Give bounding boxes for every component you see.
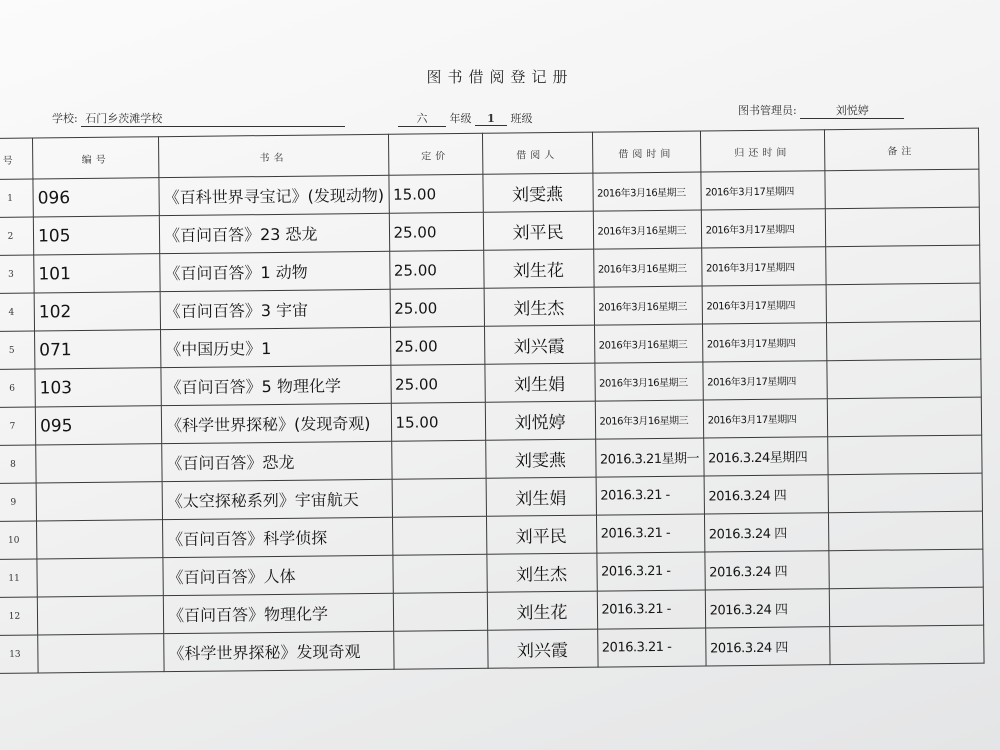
note-cell [825, 169, 979, 209]
row-number: 3 [0, 255, 34, 293]
borrow-date: 2016年3月16星期三 [594, 324, 703, 363]
class-label: 班级 [510, 112, 533, 125]
row-number: 4 [0, 293, 35, 331]
row-number: 5 [0, 331, 35, 369]
borrower-name: 刘兴霞 [487, 629, 597, 668]
book-title: 《百问百答》23 恐龙 [159, 213, 389, 253]
grade-label: 年级 [449, 112, 472, 125]
grade-value: 六 [398, 110, 446, 127]
book-title: 《百问百答》1 动物 [160, 251, 390, 291]
return-date: 2016.3.24 四 [705, 551, 829, 590]
book-price [393, 630, 487, 669]
note-cell [828, 473, 982, 513]
borrow-date: 2016.3.21 - [596, 552, 705, 591]
class-value: 1 [475, 112, 507, 126]
return-date: 2016年3月17星期四 [703, 399, 827, 438]
borrow-date: 2016.3.21 - [597, 628, 706, 667]
col-header-borrower: 借阅人 [482, 132, 592, 174]
borrow-date: 2016年3月16星期三 [592, 172, 701, 211]
col-header-borrow-date: 借阅时间 [592, 131, 701, 173]
note-cell [826, 321, 980, 361]
borrow-date: 2016年3月16星期三 [595, 400, 704, 439]
book-code [36, 482, 162, 521]
return-date: 2016年3月17星期四 [701, 209, 825, 248]
book-code: 096 [33, 178, 159, 217]
return-date: 2016.3.24 四 [705, 589, 829, 628]
class-info [398, 110, 533, 127]
borrower-name: 刘生杰 [486, 553, 596, 592]
borrower-name: 刘生娟 [486, 477, 596, 516]
book-price: 25.00 [390, 364, 484, 403]
borrow-date: 2016年3月16星期三 [594, 286, 703, 325]
col-header-return-date: 归还时间 [700, 130, 824, 172]
book-price [392, 478, 486, 517]
book-price: 25.00 [390, 288, 484, 327]
return-date: 2016年3月17星期四 [702, 285, 826, 324]
col-header-note: 备注 [824, 128, 978, 171]
note-cell [826, 283, 980, 323]
borrower-name: 刘雯燕 [485, 439, 595, 478]
note-cell [829, 587, 983, 627]
school-info [52, 110, 345, 127]
row-number: 12 [0, 597, 38, 635]
row-number: 11 [0, 559, 37, 597]
borrower-name: 刘生杰 [484, 287, 594, 326]
borrower-name: 刘雯燕 [482, 173, 592, 212]
borrower-name: 刘悦婷 [485, 401, 595, 440]
book-title: 《百问百答》人体 [163, 555, 393, 595]
row-number: 13 [0, 635, 38, 673]
return-date: 2016年3月17星期四 [702, 323, 826, 362]
book-price: 25.00 [389, 250, 483, 289]
school-name: 石门乡茨滩学校 [81, 110, 345, 127]
col-header-no: 号 [0, 138, 33, 179]
book-price [392, 516, 486, 555]
col-header-code: 编号 [33, 137, 159, 179]
school-label: 学校: [52, 112, 78, 125]
return-date: 2016.3.24星期四 [703, 437, 827, 476]
borrow-date: 2016年3月16星期三 [593, 248, 702, 287]
note-cell [829, 549, 983, 589]
librarian-info [738, 102, 904, 119]
return-date: 2016年3月17星期四 [701, 247, 825, 286]
book-price: 15.00 [391, 402, 485, 441]
book-title: 《百问百答》物理化学 [163, 593, 393, 633]
book-code: 103 [35, 368, 161, 407]
book-title: 《百科世界寻宝记》(发现动物) [159, 175, 389, 215]
borrow-date: 2016.3.21 - [596, 476, 705, 515]
book-code [36, 444, 162, 483]
page-title: 图书借阅登记册 [426, 68, 574, 86]
book-price: 25.00 [390, 326, 484, 365]
librarian-label: 图书管理员: [738, 104, 797, 117]
borrower-name: 刘生娟 [484, 363, 594, 402]
borrow-date: 2016.3.21 - [596, 514, 705, 553]
col-header-price: 定价 [388, 133, 482, 175]
book-title: 《太空探秘系列》宇宙航天 [162, 479, 392, 519]
note-cell [827, 397, 981, 437]
return-date: 2016.3.24 四 [704, 475, 828, 514]
row-number: 1 [0, 179, 33, 217]
row-number: 10 [0, 521, 37, 559]
book-code [37, 596, 163, 635]
book-code: 105 [33, 216, 159, 255]
book-code [37, 520, 163, 559]
row-number: 2 [0, 217, 34, 255]
book-price [391, 440, 485, 479]
book-title: 《科学世界探秘》发现奇观 [164, 631, 394, 671]
note-cell [825, 207, 979, 247]
note-cell [829, 625, 983, 665]
book-price: 15.00 [388, 174, 482, 213]
note-cell [825, 245, 979, 285]
book-code: 101 [34, 254, 160, 293]
return-date: 2016.3.24 四 [704, 513, 828, 552]
book-code [38, 634, 164, 673]
note-cell [827, 359, 981, 399]
book-code [37, 558, 163, 597]
book-code: 095 [35, 406, 161, 445]
note-cell [827, 435, 981, 475]
col-header-title: 书名 [158, 134, 388, 177]
book-price [393, 592, 487, 631]
borrower-name: 刘平民 [486, 515, 596, 554]
row-number: 6 [0, 369, 35, 407]
return-date: 2016.3.24 四 [705, 627, 829, 666]
book-title: 《百问百答》科学侦探 [163, 517, 393, 557]
row-number: 8 [0, 445, 36, 483]
book-title: 《百问百答》恐龙 [162, 441, 392, 481]
book-title: 《科学世界探秘》(发现奇观) [161, 403, 391, 443]
borrow-date: 2016.3.21 - [597, 590, 706, 629]
borrow-date: 2016年3月16星期三 [593, 210, 702, 249]
librarian-name: 刘悦婷 [800, 102, 904, 119]
row-number: 9 [0, 483, 37, 521]
book-code: 071 [35, 330, 161, 369]
borrower-name: 刘兴霞 [484, 325, 594, 364]
borrower-name: 刘生花 [487, 591, 597, 630]
return-date: 2016年3月17星期四 [701, 171, 825, 210]
book-title: 《百问百答》3 宇宙 [160, 289, 390, 329]
return-date: 2016年3月17星期四 [703, 361, 827, 400]
note-cell [828, 511, 982, 551]
book-title: 《中国历史》1 [161, 327, 391, 367]
borrower-name: 刘生花 [483, 249, 593, 288]
book-price: 25.00 [389, 212, 483, 251]
book-price [392, 554, 486, 593]
borrow-date: 2016年3月16星期三 [594, 362, 703, 401]
book-title: 《百问百答》5 物理化学 [161, 365, 391, 405]
borrow-ledger-table [0, 128, 984, 674]
borrow-date: 2016.3.21星期一 [595, 438, 704, 477]
table-body [0, 169, 984, 673]
book-code: 102 [34, 292, 160, 331]
row-number: 7 [0, 407, 36, 445]
borrower-name: 刘平民 [483, 211, 593, 250]
